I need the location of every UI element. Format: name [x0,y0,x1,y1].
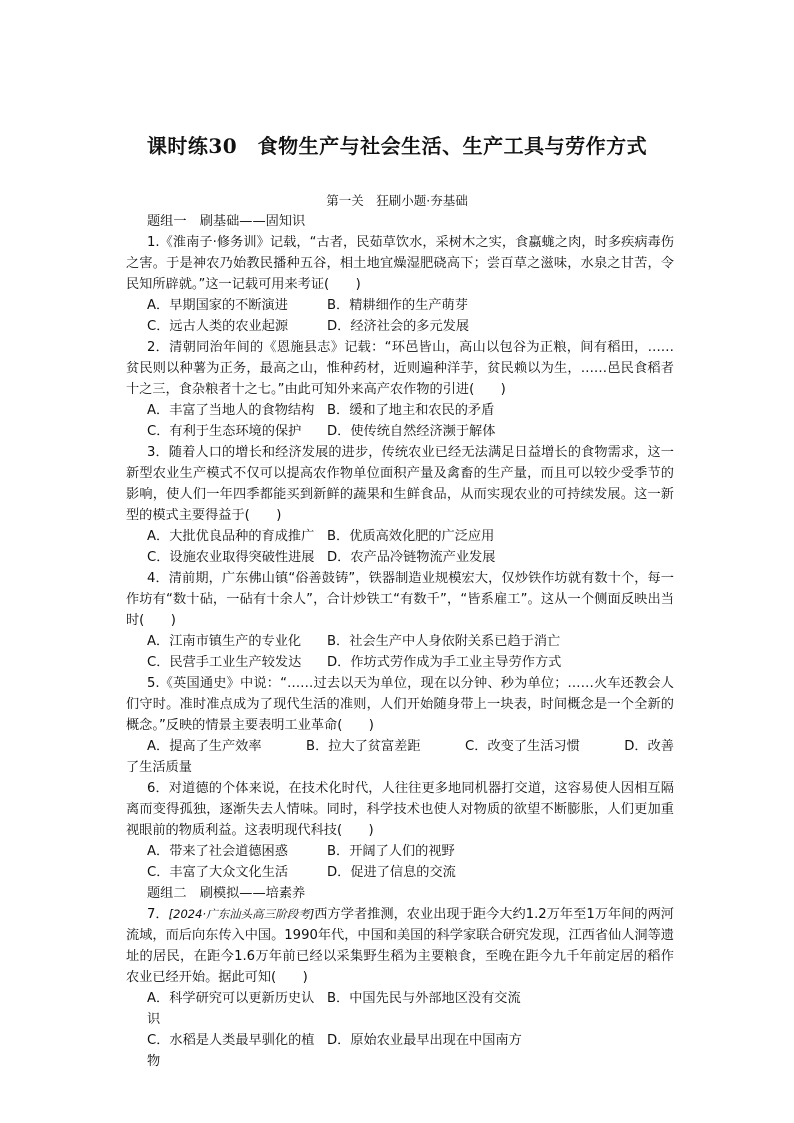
question-stem: 4．清前期，广东佛山镇“俗善鼓铸”，铁器制造业规模宏大，仅炒铁作坊就有数十个，每一作坊有“数十砧，一砧有十余人”，合计炒铁工“有数千”，“皆系雇工”。这从一个侧面反映出当时( ) [126,571,674,628]
options-row [126,421,674,442]
option-a: A．早期国家的不断演进 [147,298,288,313]
question-list [126,211,674,1072]
question-stem: 3．随着人口的增长和经济发展的进步，传统农业已经无法满足日益增长的食物需求，这一新型农业生产模式不仅可以提高农作物单位面积产量及禽畜的生产量，而且可以较少受季节的影响，使人们一年四季都能买到新鲜的蔬果和生鲜食品，从而实现农业的可持续发展。这一新型的模式主要得益于( ) [126,445,674,523]
option-b: B．社会生产中人身依附关系已趋于消亡 [327,634,561,649]
option-a: A．科学研究可以更新历史认识 [147,991,315,1027]
question-stem: 6．对道德的个体来说，在技术化时代，人往往更多地同机器打交道，这容易使人因相互隔离而变得孤独，逐渐失去人情味。同时，科学技术也使人对物质的欲望不断膨胀，人们更加重视眼前的物质利益。这表明现代科技( ) [126,781,674,838]
option-d: D．使传统自然经济濒于解体 [327,424,496,439]
group-heading-2: 题组二 刷模拟——培素养 [147,886,306,901]
options-row [126,631,674,652]
option-c: C．远古人类的农业起源 [147,319,289,334]
options-row [126,547,674,568]
option-c: C．有利于生态环境的保护 [147,424,302,439]
option-c: C．改变了生活习惯 [465,739,580,754]
question-1 [126,232,674,337]
options-row [126,862,674,883]
question-stem [126,904,674,988]
options-row [126,295,674,316]
option-d: D．作坊式劳作成为手工业主导劳作方式 [327,655,562,670]
question-stem: 5.《英国通史》中说：“……过去以天为单位，现在以分钟、秒为单位；……火车还教会人们守时。准时准点成为了现代生活的准则，人们开始随身带上一块表，时间概念是一个全新的概念。”反映的情景主要表明工业革命( ) [126,676,674,733]
option-b: B．中国先民与外部地区没有交流 [327,991,521,1006]
option-d: D．农产品冷链物流产业发展 [327,550,496,565]
option-a: A．大批优良品种的育成推广 [147,529,315,544]
option-a: A．提高了生产效率 [147,739,262,754]
option-b: B．拉大了贫富差距 [306,739,421,754]
question-text: 西方学者推测，农业出现于距今大约1.2万年至1万年间的两河流域，而后向东传入中国。1990年代，中国和美国的科学家联合研究发现，江西省仙人洞等遗址的居民，在距今1.6万年前已经以采集野生稻为主要粮食，至晚在距今九千年前定居的稻作农业已经开始。据此可知( ) [126,907,674,985]
options-row [126,316,674,337]
option-b: B．优质高效化肥的广泛应用 [327,529,495,544]
options-row [126,400,674,421]
option-c: C．丰富了大众文化生活 [147,865,289,880]
option-c: C．民营手工业生产较发达 [147,655,302,670]
question-source: [2024·广东汕头高三阶段考] [168,907,315,921]
options-row [126,1030,674,1072]
option-d: D．原始农业最早出现在中国南方 [327,1033,522,1048]
options-row [126,736,674,757]
option-d: D．改善 [624,739,674,754]
question-5 [126,673,674,778]
options-row [126,652,674,673]
page-title: 课时练30 食物生产与社会生活、生产工具与劳作方式 [146,134,648,158]
option-c: C．水稻是人类最早驯化的植物 [147,1033,315,1069]
question-7 [126,904,674,1072]
question-6 [126,778,674,883]
section-heading: 第一关 狂刷小题·夯基础 [326,193,468,208]
option-d-continued: 了生活质量 [126,760,192,775]
question-stem: 1.《淮南子·修务训》记载，“古者，民茹草饮水，采树木之实，食蠃蛖之肉，时多疾病毒伤之害。于是神农乃始教民播种五谷，相土地宜燥湿肥硗高下；尝百草之滋味，水泉之甘苦，令民知所辟就。”这一记载可用来考证( ) [126,235,674,292]
option-b: B．缓和了地主和农民的矛盾 [327,403,495,418]
option-a: A．丰富了当地人的食物结构 [147,403,315,418]
question-2 [126,337,674,442]
options-row [126,841,674,862]
options-row [126,526,674,547]
options-row [126,988,674,1030]
option-a: A．江南市镇生产的专业化 [147,634,302,649]
option-b: B．精耕细作的生产萌芽 [327,298,468,313]
question-number: 7． [147,907,169,922]
option-a: A．带来了社会道德困惑 [147,844,288,859]
option-b: B．开阔了人们的视野 [327,844,455,859]
option-d: D．经济社会的多元发展 [327,319,470,334]
question-4 [126,568,674,673]
group-heading-1: 题组一 刷基础——固知识 [147,214,306,229]
question-3 [126,442,674,568]
option-c: C．设施农业取得突破性进展 [147,550,315,565]
question-stem: 2．清朝同治年间的《恩施县志》记载：“环邑皆山，高山以包谷为正粮，间有稻田，……贫民则以种薯为正务，最高之山，惟种药材，近则遍种洋芋，贫民赖以为生，……邑民食稻者十之三，食杂粮者十之七。”由此可知外来高产农作物的引进( ) [126,340,674,397]
option-d: D．促进了信息的交流 [327,865,456,880]
